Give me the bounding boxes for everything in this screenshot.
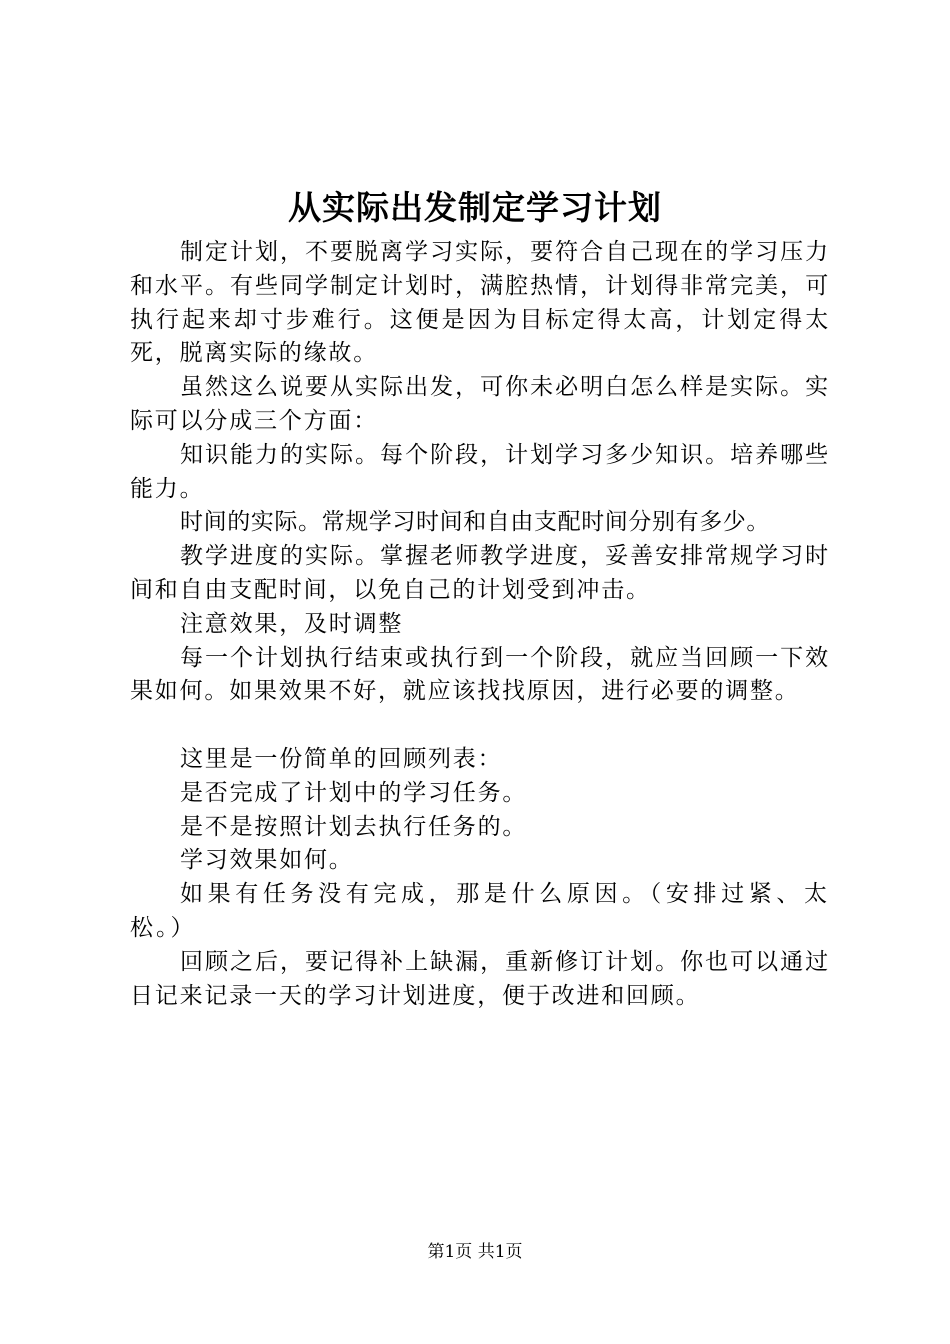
document-body bbox=[130, 236, 830, 1013]
document-title: 从实际出发制定学习计划 bbox=[288, 188, 662, 227]
page-footer bbox=[0, 1240, 950, 1264]
paragraph-7: 每一个计划执行结束或执行到一个阶段，就应当回顾一下效果如何。如果效果不好，就应该找找原因，进行必要的调整。 bbox=[130, 644, 830, 705]
paragraph-3: 知识能力的实际。每个阶段，计划学习多少知识。培养哪些能力。 bbox=[130, 441, 830, 502]
page-number: 第1页 bbox=[427, 1242, 473, 1262]
paragraph-13: 回顾之后，要记得补上缺漏，重新修订计划。你也可以通过日记来记录一天的学习计划进度，便于改进和回顾。 bbox=[130, 948, 830, 1009]
paragraph-9: 是否完成了计划中的学习任务。 bbox=[180, 779, 528, 806]
page-total: 共1页 bbox=[477, 1242, 523, 1262]
paragraph-2: 虽然这么说要从实际出发，可你未必明白怎么样是实际。实际可以分成三个方面： bbox=[130, 374, 830, 434]
blank-line bbox=[130, 709, 830, 743]
paragraph-10: 是不是按照计划去执行任务的。 bbox=[180, 813, 528, 840]
paragraph-8: 这里是一份简单的回顾列表： bbox=[180, 745, 503, 772]
paragraph-4: 时间的实际。常规学习时间和自由支配时间分别有多少。 bbox=[180, 509, 770, 536]
paragraph-6: 注意效果，及时调整 bbox=[180, 610, 404, 637]
paragraph-1: 制定计划，不要脱离学习实际，要符合自己现在的学习压力和水平。有些同学制定计划时，满腔热情，计划得非常完美，可执行起来却寸步难行。这便是因为目标定得太高，计划定得太死，脱离实际的缘故。 bbox=[130, 239, 830, 367]
paragraph-11: 学习效果如何。 bbox=[180, 847, 354, 874]
paragraph-12: 如果有任务没有完成，那是什么原因。（安排过紧、太松。） bbox=[130, 881, 830, 941]
paragraph-5: 教学进度的实际。掌握老师教学进度，妥善安排常规学习时间和自由支配时间，以免自己的计划受到冲击。 bbox=[130, 543, 830, 603]
